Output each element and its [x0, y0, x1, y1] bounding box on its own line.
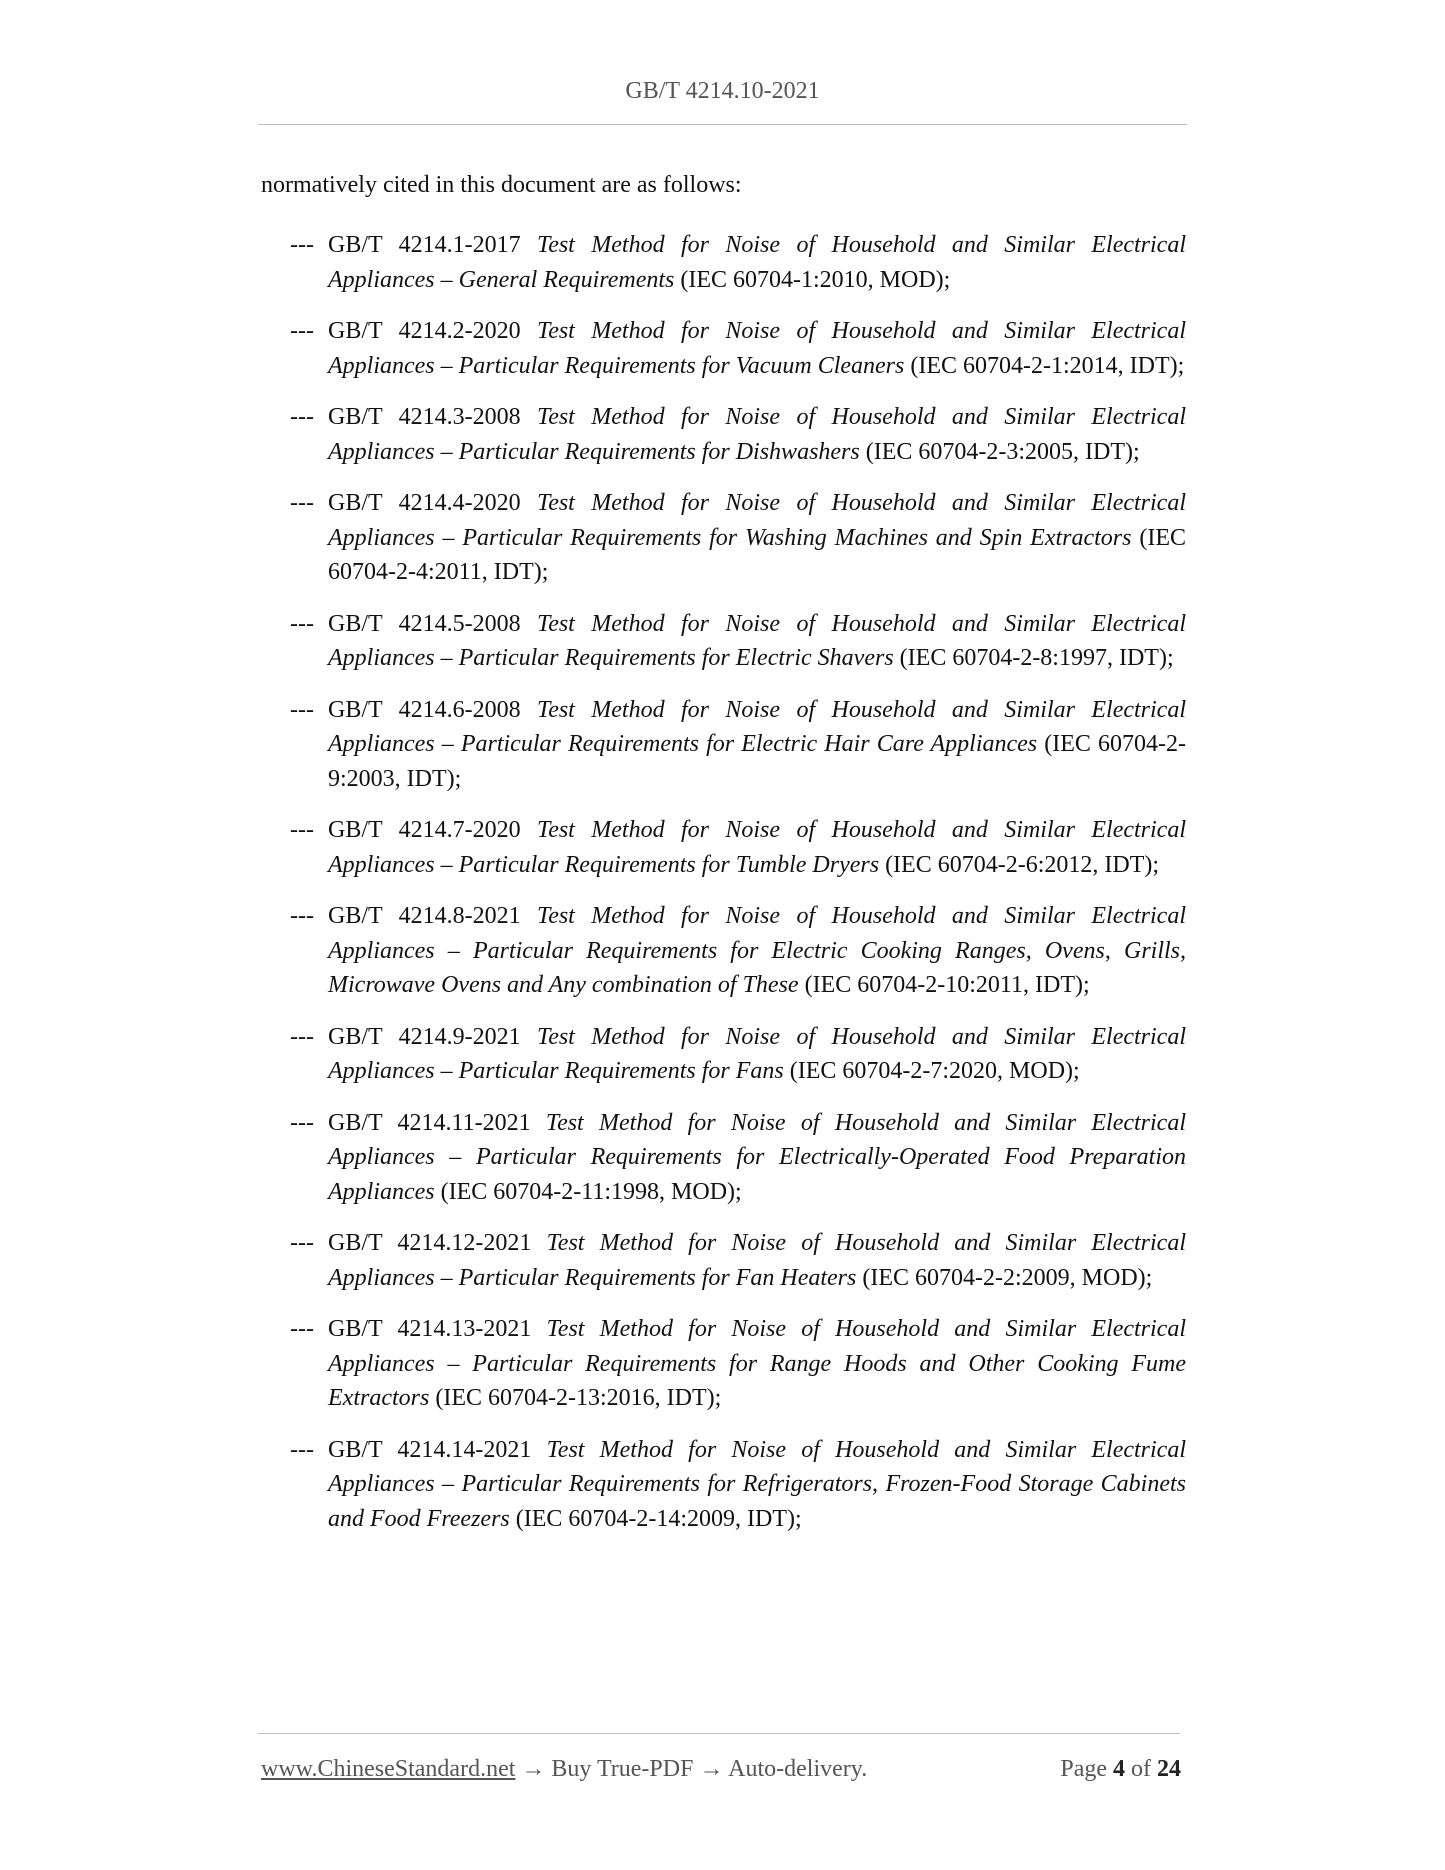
reference-code: GB/T 4214.7-2020 — [328, 817, 521, 843]
reference-title: Test Method for Noise of Household and Similar Electrical Appliances – Particular Requirements for Range Hoods and Other Cooking Fume Extractors — [328, 1316, 1186, 1411]
reference-source: (IEC 60704-2-10:2011, IDT); — [804, 972, 1090, 998]
reference-body — [328, 607, 1186, 676]
reference-item — [290, 400, 1186, 469]
website-link[interactable]: www.ChineseStandard.net — [261, 1756, 516, 1782]
reference-item — [290, 1226, 1186, 1295]
normative-references-list — [290, 228, 1186, 1536]
reference-dash: --- — [290, 1316, 314, 1342]
footer-divider — [258, 1733, 1180, 1734]
buy-true-pdf-text: Buy True-PDF — [551, 1756, 694, 1782]
reference-title: Test Method for Noise of Household and Similar Electrical Appliances – Particular Requirements for Tumble Dryers — [328, 817, 1187, 878]
intro-text: normatively cited in this document are as follows: — [261, 172, 742, 198]
reference-item — [290, 1020, 1186, 1089]
of-label: of — [1131, 1756, 1151, 1782]
reference-dash: --- — [290, 1023, 314, 1050]
reference-item — [290, 314, 1186, 383]
reference-code: GB/T 4214.4-2020 — [328, 490, 521, 516]
reference-item — [290, 607, 1186, 676]
reference-item — [290, 693, 1186, 797]
reference-source: (IEC 60704-2-9:2003, IDT); — [328, 731, 1187, 792]
reference-title: Test Method for Noise of Household and Similar Electrical Appliances – Particular Requirements for Dishwashers — [328, 404, 1187, 465]
reference-dash: --- — [290, 817, 314, 843]
reference-dash: --- — [290, 696, 314, 723]
reference-body — [328, 1226, 1186, 1295]
reference-body — [328, 228, 1186, 297]
reference-source: (IEC 60704-2-2:2009, MOD); — [862, 1264, 1153, 1291]
reference-code: GB/T 4214.11-2021 — [328, 1109, 531, 1136]
reference-title: Test Method for Noise of Household and Similar Electrical Appliances – Particular Requirements for Electric Hair Care Appliances — [328, 696, 1187, 757]
reference-code: GB/T 4214.13-2021 — [328, 1316, 532, 1342]
reference-code: GB/T 4214.12-2021 — [328, 1230, 532, 1256]
reference-dash: --- — [290, 1109, 314, 1136]
reference-source: (IEC 60704-2-4:2011, IDT); — [328, 524, 1187, 585]
reference-dash: --- — [290, 232, 314, 258]
reference-source: (IEC 60704-2-14:2009, IDT); — [515, 1505, 802, 1532]
reference-code: GB/T 4214.6-2008 — [328, 696, 521, 723]
reference-title: Test Method for Noise of Household and Similar Electrical Appliances – Particular Requirements for Refrigerators, Frozen-Food Storage Cabinets and Food Freezers — [328, 1436, 1186, 1532]
reference-code: GB/T 4214.2-2020 — [328, 318, 521, 344]
page-label: Page — [1060, 1756, 1107, 1782]
page-number: 4 — [1113, 1756, 1125, 1782]
reference-title: Test Method for Noise of Household and Similar Electrical Appliances – Particular Requirements for Vacuum Cleaners — [328, 318, 1187, 379]
reference-source: (IEC 60704-2-1:2014, IDT); — [910, 352, 1185, 379]
reference-code: GB/T 4214.8-2021 — [328, 903, 521, 929]
auto-delivery-text: Auto-delivery. — [728, 1756, 868, 1782]
reference-dash: --- — [290, 903, 314, 929]
reference-item — [290, 899, 1186, 1003]
reference-code: GB/T 4214.14-2021 — [328, 1436, 532, 1463]
reference-body — [328, 813, 1186, 882]
page-footer — [261, 1756, 1181, 1783]
reference-source: (IEC 60704-2-13:2016, IDT); — [435, 1385, 722, 1411]
reference-item — [290, 486, 1186, 590]
reference-dash: --- — [290, 490, 314, 516]
reference-dash: --- — [290, 1436, 314, 1463]
reference-item — [290, 1106, 1186, 1210]
reference-body — [328, 400, 1186, 469]
header-divider — [258, 124, 1187, 125]
reference-item — [290, 1312, 1186, 1416]
reference-dash: --- — [290, 404, 314, 430]
reference-code: GB/T 4214.1-2017 — [328, 232, 521, 258]
reference-body — [328, 314, 1186, 383]
reference-body — [328, 899, 1186, 1003]
page-indicator — [1060, 1756, 1181, 1783]
reference-title: Test Method for Noise of Household and Similar Electrical Appliances – Particular Requirements for Electrically-Operated Food Preparation Appliances — [328, 1109, 1186, 1205]
reference-source: (IEC 60704-2-6:2012, IDT); — [885, 851, 1160, 878]
page-header-title: GB/T 4214.10-2021 — [625, 78, 820, 104]
reference-source: (IEC 60704-2-8:1997, IDT); — [899, 645, 1174, 671]
reference-source: (IEC 60704-2-11:1998, MOD); — [440, 1178, 742, 1205]
reference-item — [290, 228, 1186, 297]
reference-title: Test Method for Noise of Household and Similar Electrical Appliances – Particular Requirements for Fans — [328, 1023, 1187, 1084]
reference-body — [328, 1020, 1186, 1089]
arrow-right-icon: → — [521, 1756, 546, 1782]
reference-item — [290, 813, 1186, 882]
reference-title: Test Method for Noise of Household and Similar Electrical Appliances – General Requirements — [328, 232, 1187, 293]
reference-title: Test Method for Noise of Household and Similar Electrical Appliances – Particular Requirements for Washing Machines and Spin Extractors — [328, 490, 1187, 551]
reference-code: GB/T 4214.5-2008 — [328, 610, 521, 637]
reference-title: Test Method for Noise of Household and Similar Electrical Appliances – Particular Requirements for Electric Shavers — [328, 610, 1187, 671]
reference-dash: --- — [290, 1230, 314, 1256]
reference-source: (IEC 60704-1:2010, MOD); — [680, 266, 951, 293]
page-total: 24 — [1157, 1756, 1181, 1782]
arrow-right-icon: → — [699, 1756, 724, 1782]
reference-body — [328, 1433, 1186, 1537]
reference-code: GB/T 4214.9-2021 — [328, 1023, 521, 1050]
reference-source: (IEC 60704-2-3:2005, IDT); — [865, 438, 1140, 465]
reference-dash: --- — [290, 318, 314, 344]
reference-body — [328, 486, 1186, 590]
reference-body — [328, 693, 1186, 797]
reference-title: Test Method for Noise of Household and Similar Electrical Appliances – Particular Requirements for Electric Cooking Ranges, Ovens, Grills, Microwave Ovens and Any combination of These — [328, 903, 1187, 998]
reference-body — [328, 1312, 1186, 1416]
reference-source: (IEC 60704-2-7:2020, MOD); — [789, 1058, 1080, 1084]
reference-title: Test Method for Noise of Household and Similar Electrical Appliances – Particular Requirements for Fan Heaters — [328, 1230, 1186, 1291]
reference-dash: --- — [290, 610, 314, 637]
reference-body — [328, 1106, 1186, 1210]
reference-code: GB/T 4214.3-2008 — [328, 404, 521, 430]
reference-item — [290, 1433, 1186, 1537]
